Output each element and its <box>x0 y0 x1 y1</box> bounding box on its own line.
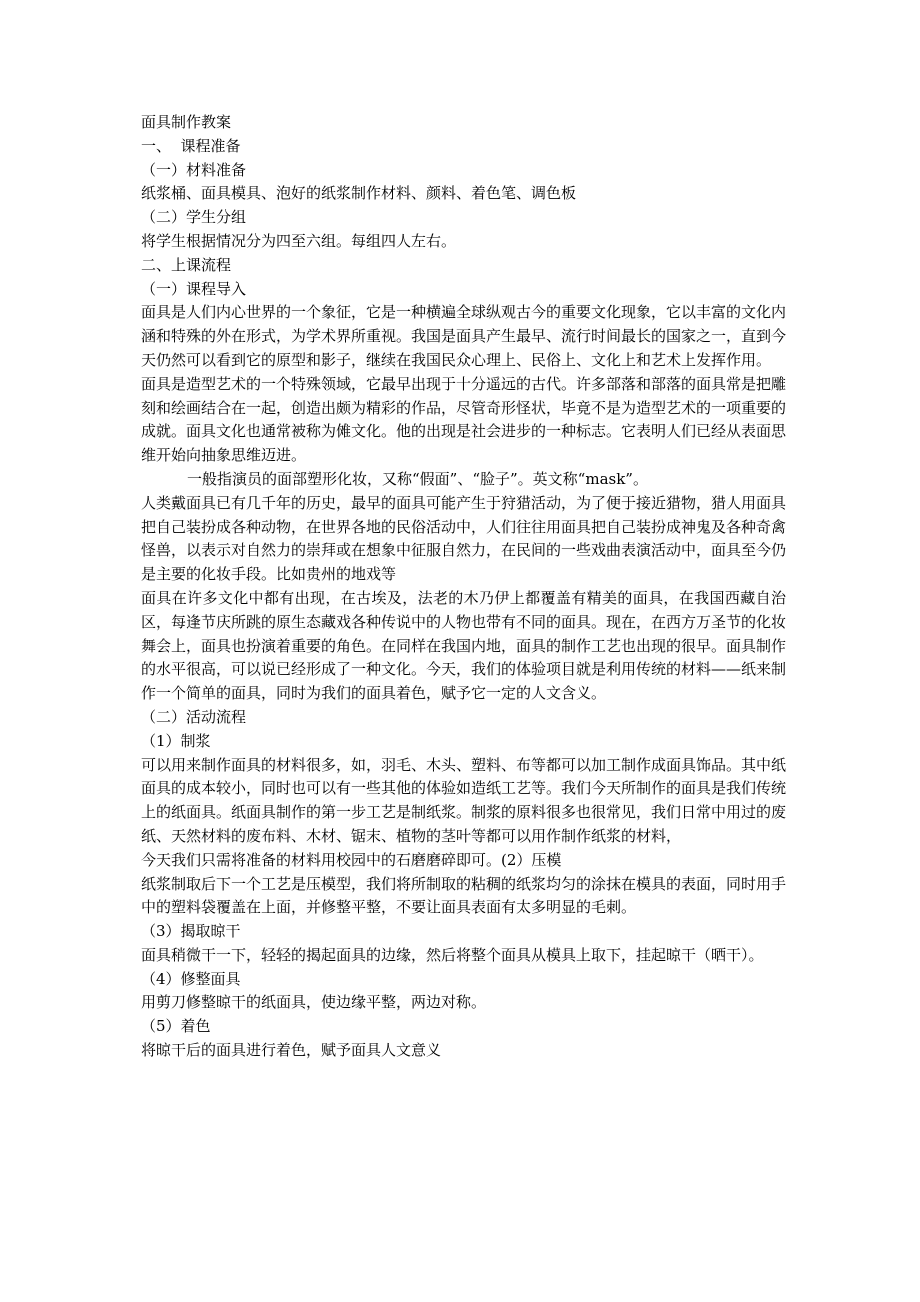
paragraph-molding: 纸浆制取后下一个工艺是压模型，我们将所制取的粘稠的纸浆均匀的涂抹在模具的表面，同时用手中的塑料袋覆盖在上面，并修整平整，不要让面具表面有太多明显的毛刺。 <box>141 874 787 917</box>
paragraph-cultures: 面具在许多文化中都有出现，在古埃及，法老的木乃伊上都覆盖有精美的面具，在我国西藏自治区，每逢节庆所跳的原生态藏戏各种传说中的人物也带有不同的面具。现在，在西方万圣节的化妆舞会上，面具也扮演着重要的角色。在同样在我国内地，面具的制作工艺也出现的很早。面具制作的水平很高，可以说已经形成了一种文化。今天，我们的体验项目就是利用传统的材料——纸来制作一个简单的面具，同时为我们的面具着色，赋予它一定的人文含义。 <box>141 588 787 703</box>
grouping-text: 将学生根据情况分为四至六组。每组四人左右。 <box>141 231 457 250</box>
section-heading-course-prep: 一、 课程准备 <box>141 136 241 155</box>
document-title: 面具制作教案 <box>141 113 232 131</box>
paragraph-trimming: 用剪刀修整晾干的纸面具，使边缘平整，两边对称。 <box>141 993 487 1012</box>
paragraph-intro-2: 面具是造型艺术的一个特殊领域，它最早出现于十分遥远的古代。许多部落和部落的面具常是把雕刻和绘画结合在一起，创造出颇为精彩的作品，尽管奇形怪状，毕竟不是为造型艺术的一项重要的成就。面具文化也通常被称为傩文化。他的出现是社会进步的一种标志。它表明人们已经从表面思维开始向抽象思维迈进。 <box>141 374 787 465</box>
section-heading-class-flow: 二、上课流程 <box>141 255 232 274</box>
document-body <box>141 111 786 1063</box>
paragraph-pulp-making: 可以用来制作面具的材料很多，如，羽毛、木头、塑料、布等都可以加工制作成面具饰品。其中纸面具的成本较小，同时也可以有一些其他的体验如造纸工艺等。我们今天所制作的面具是我们传统上的纸面具。纸面具制作的第一步工艺是制纸浆。制浆的原料很多也很常见，我们日常中用过的废纸、天然材料的废布料、木材、锯末、植物的茎叶等都可以用作制作纸浆的材料， <box>141 755 787 845</box>
subheading-grouping: （二）学生分组 <box>141 208 247 227</box>
paragraph-mask-definition: 一般指演员的面部塑形化妆，又称“假面”、“脸子”。英文称“mask”。 <box>187 469 648 488</box>
paragraph-history: 人类戴面具已有几千年的历史，最早的面具可能产生于狩猎活动，为了便于接近猎物，猎人用面具把自己装扮成各种动物，在世界各地的民俗活动中，人们往往用面具把自己装扮成神鬼及各种奇禽怪兽，以表示对自然力的崇拜或在想象中征服自然力，在民间的一些戏曲表演活动中，面具至今仍是主要的化妆手段。比如贵州的地戏等 <box>141 493 787 584</box>
step-1-heading: （1）制浆 <box>141 731 211 750</box>
paragraph-drying: 面具稍微干一下，轻轻的揭起面具的边缘，然后将整个面具从模具上取下，挂起晾干（晒干）。 <box>141 945 764 964</box>
paragraph-coloring: 将晾干后的面具进行着色，赋予面具人文意义 <box>141 1041 442 1060</box>
subheading-introduction: （一）课程导入 <box>141 279 247 298</box>
subheading-activity-flow: （二）活动流程 <box>141 707 247 726</box>
step-5-heading: （5）着色 <box>141 1017 211 1036</box>
subheading-materials: （一）材料准备 <box>141 160 247 179</box>
paragraph-grinding-and-step-2: 今天我们只需将准备的材料用校园中的石磨磨碎即可。(2）压模 <box>141 850 562 869</box>
step-4-heading: （4）修整面具 <box>141 969 241 988</box>
paragraph-intro-1: 面具是人们内心世界的一个象征，它是一种横遍全球纵观古今的重要文化现象，它以丰富的文化内涵和特殊的外在形式，为学术界所重视。我国是面具产生最早、流行时间最长的国家之一，直到今天仍然可以看到它的原型和影子，继续在我国民众心理上、民俗上、文化上和艺术上发挥作用。 <box>141 303 787 369</box>
step-3-heading: （3）揭取晾干 <box>141 922 241 941</box>
materials-list: 纸浆桶、面具模具、泡好的纸浆制作材料、颜料、着色笔、调色板 <box>141 184 577 203</box>
